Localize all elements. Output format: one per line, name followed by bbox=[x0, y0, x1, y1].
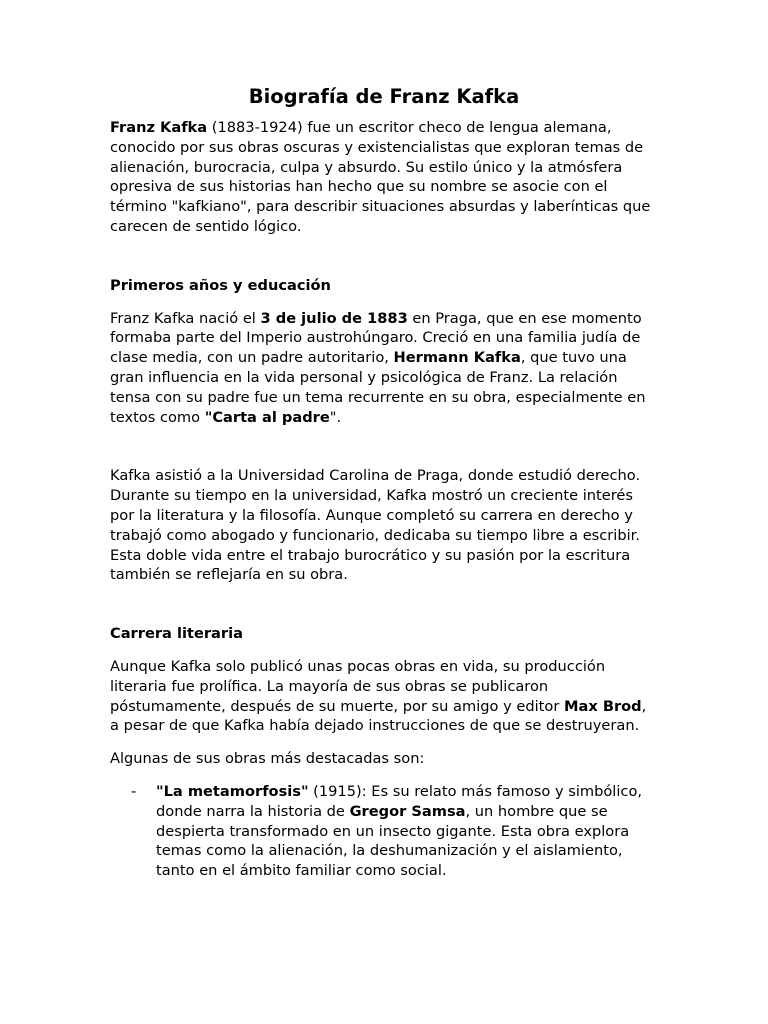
bold-run: Max Brod bbox=[563, 697, 642, 715]
spacer bbox=[110, 440, 658, 466]
text-run: , a pesar de que Kafka había dejado instrucciones de que se destruyeran. bbox=[110, 697, 647, 735]
bold-run: "Carta al padre bbox=[204, 408, 330, 426]
intro-text: (1883-1924) fue un escritor checo de lengua alemana, conocido por sus obras oscuras y existencialistas que exploran temas de alienación, burocracia, culpa y absurdo. Su estilo único y la atmósfera opresiva de sus historias han hecho que su nombre se asocie con el término "kafkiano", para describir situaciones absurdas y laberínticas que carecen de sentido lógico. bbox=[110, 119, 651, 235]
bold-run: 3 de julio de 1883 bbox=[260, 309, 408, 327]
list-item bbox=[110, 782, 658, 881]
text-run: , un hombre que se despierta transformado en un insecto gigante. Esta obra explora temas como la alienación, la deshumanización y el aislamiento, tanto en el ámbito familiar como social. bbox=[156, 802, 630, 880]
bold-run: "La metamorfosis" bbox=[156, 782, 309, 800]
text-run: (1915): Es su relato más famoso y simbólico, donde narra la historia de bbox=[156, 782, 643, 820]
document-body bbox=[110, 118, 658, 881]
text-run: Aunque Kafka solo publicó unas pocas obras en vida, su producción literaria fue prolífica. La mayoría de sus obras se publicaron póstumamente, después de su muerte, por su amigo y editor bbox=[110, 657, 606, 715]
spacer bbox=[110, 598, 658, 624]
text-run: ". bbox=[329, 408, 342, 426]
text-run: en Praga, que en ese momento formaba parte del Imperio austrohúngaro. Creció en una familia judía de clase media, con un padre autoritario, bbox=[110, 309, 642, 367]
works-list bbox=[110, 782, 658, 881]
list-bullet: - bbox=[131, 782, 137, 800]
section1-paragraph-1 bbox=[110, 309, 658, 428]
section-heading-literary-career: Carrera literaria bbox=[110, 625, 243, 643]
document-title: Biografía de Franz Kafka bbox=[248, 85, 520, 108]
section2-paragraph-2: Algunas de sus obras más destacadas son: bbox=[110, 750, 425, 768]
section2-paragraph-1 bbox=[110, 657, 658, 736]
text-run: , que tuvo una gran influencia en la vida personal y psicológica de Franz. La relación tensa con su padre fue un tema recurrente en su obra, especialmente en textos como bbox=[110, 349, 646, 426]
intro-paragraph bbox=[110, 118, 658, 237]
section1-paragraph-2: Kafka asistió a la Universidad Carolina de Praga, donde estudió derecho. Durante su tiempo en la universidad, Kafka mostró un creciente interés por la literatura y la filosofía. Aunque completó su carrera en derecho y trabajó como abogado y funcionario, dedicaba su tiempo libre a escribir. Esta doble vida entre el trabajo burocrático y su pasión por la escritura también se reflejaría en su obra. bbox=[110, 467, 641, 584]
text-run: Franz Kafka nació el bbox=[110, 309, 261, 327]
intro-name: Franz Kafka bbox=[110, 119, 208, 136]
bold-run: Hermann Kafka bbox=[393, 349, 521, 367]
spacer bbox=[110, 250, 658, 276]
section-heading-early-life: Primeros años y educación bbox=[110, 276, 331, 294]
bold-run: Gregor Samsa bbox=[349, 802, 466, 820]
